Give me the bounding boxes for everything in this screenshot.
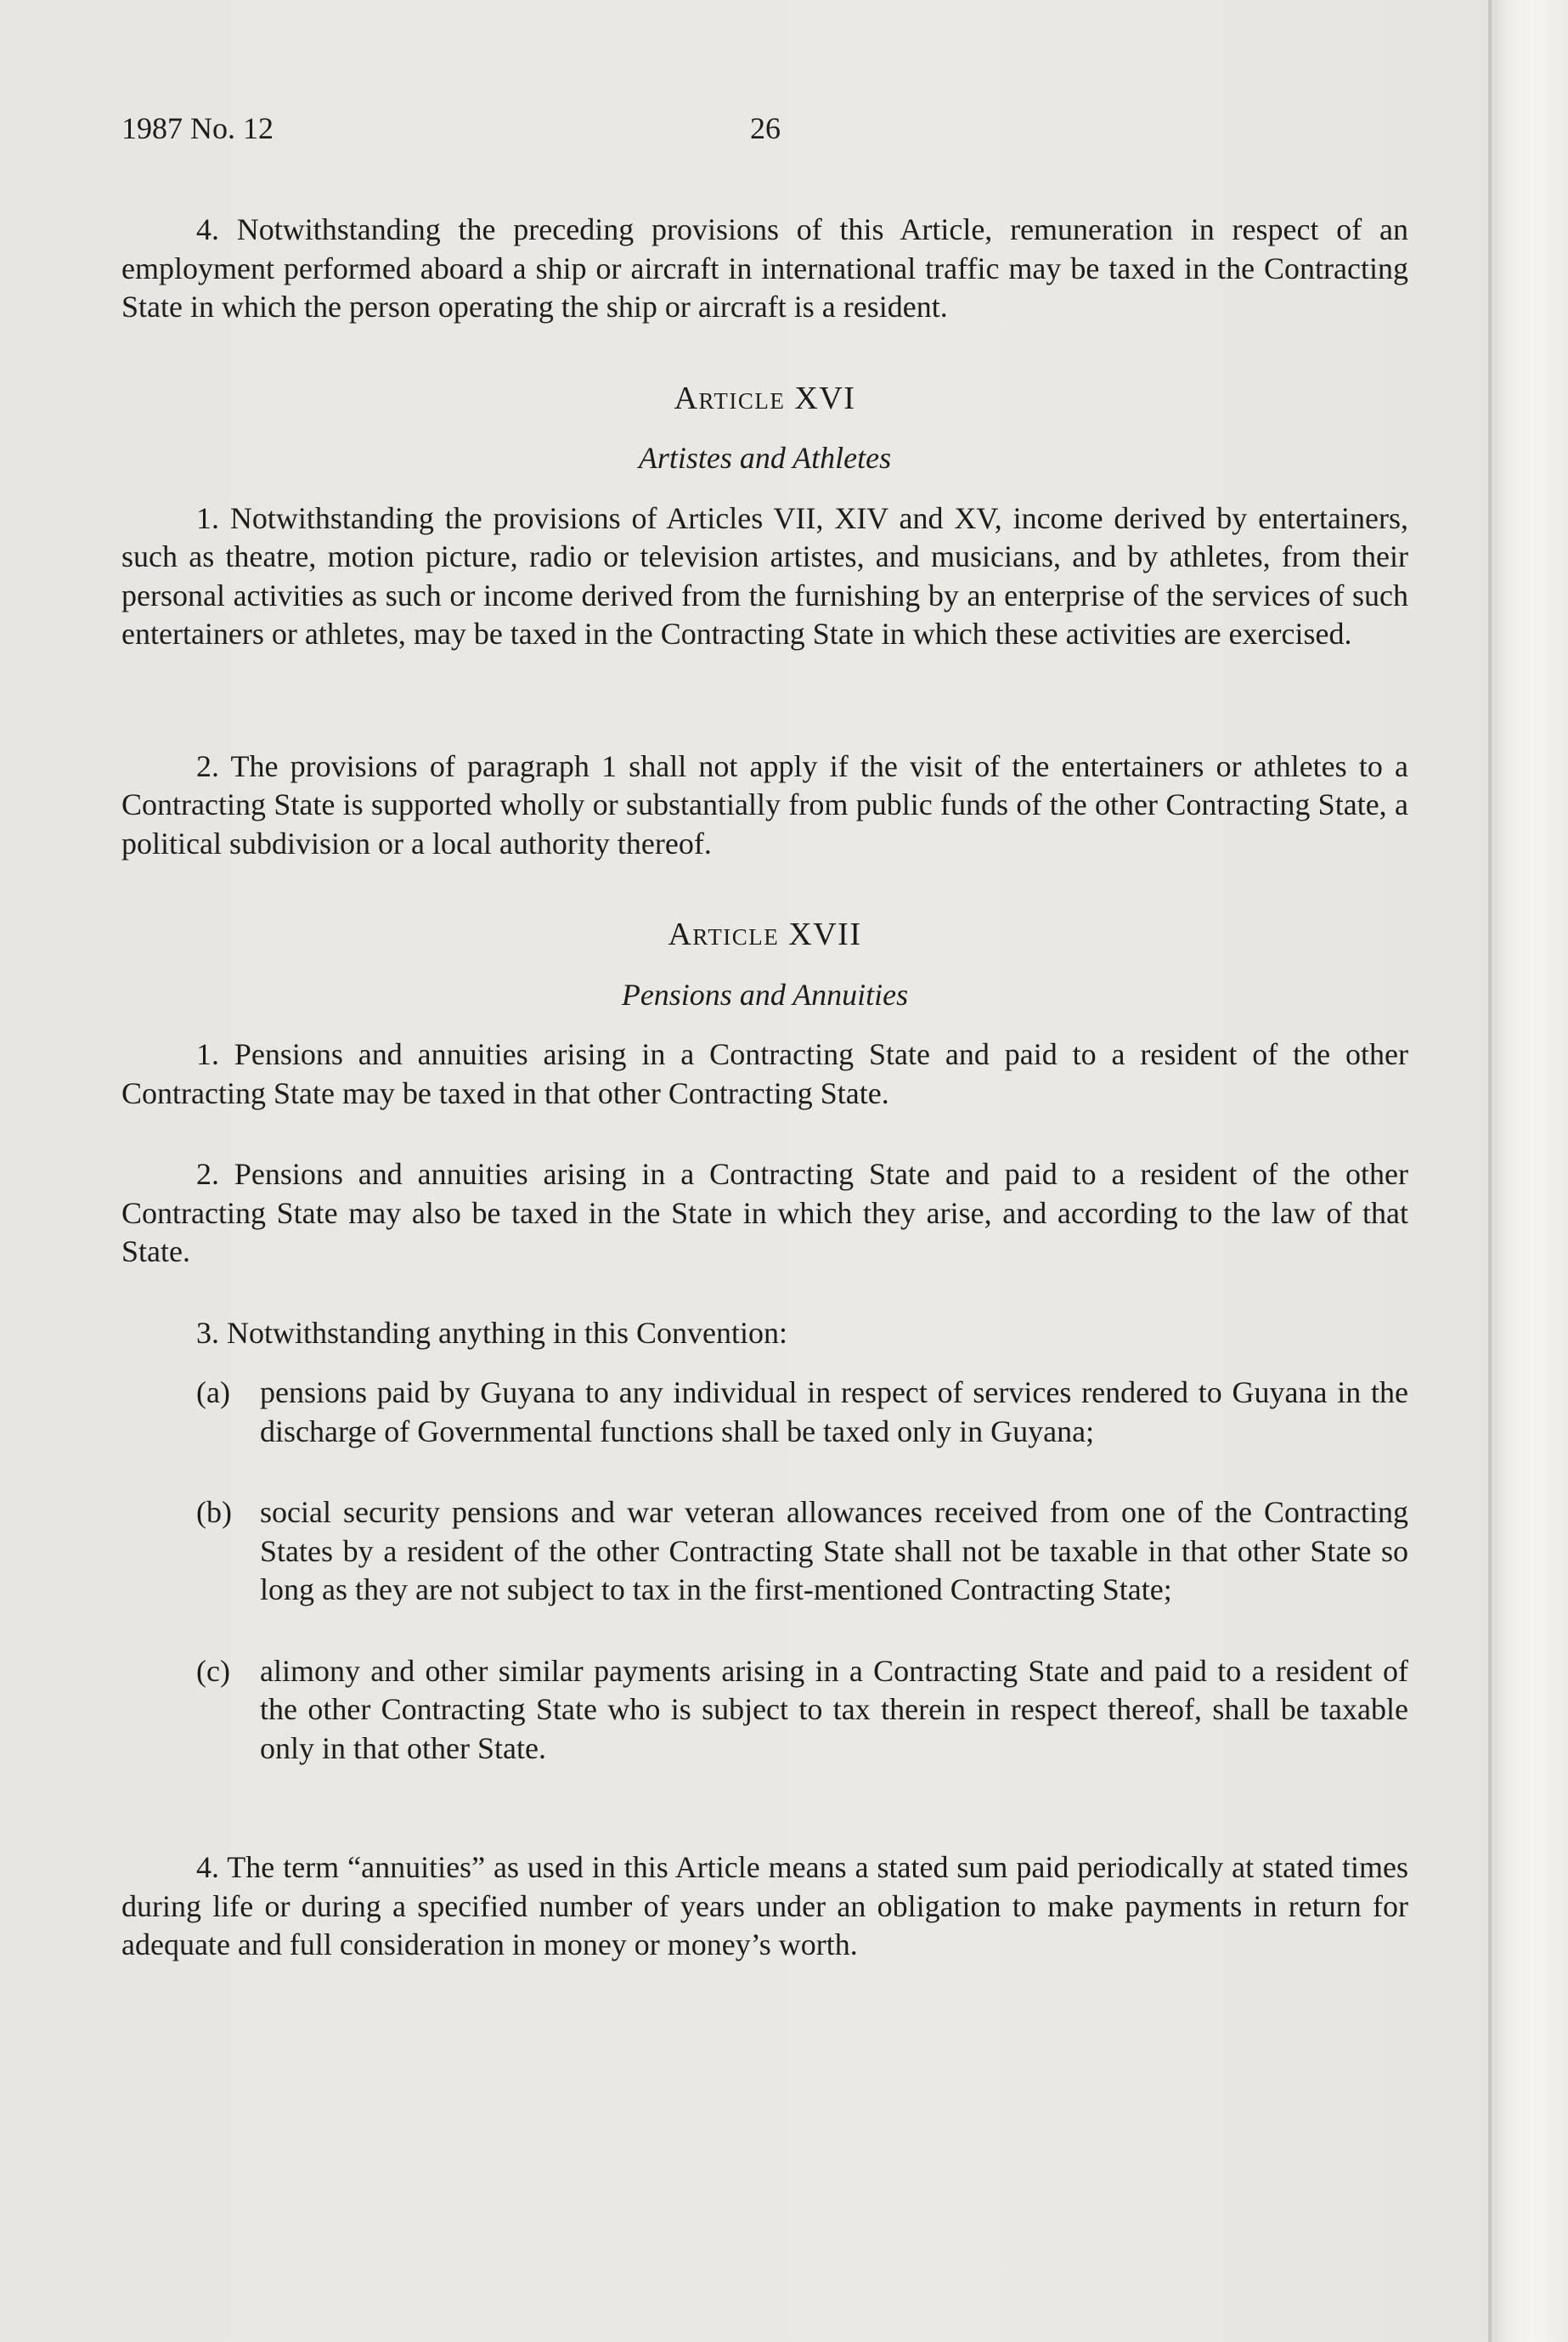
article17-title: Pensions and Annuities (621, 977, 909, 1012)
article16-paragraph-1: 1. Notwithstanding the provisions of Articles VII, XIV and XV, income derived by entertainers, such as theatre, motion picture, radio or television artistes, and musicians, and by athletes, from their personal activities as such or income derived from the furnishing by an enterprise of the services of such entertainers or athletes, may be taxed in the Contracting State in which these activities are exercised. (121, 500, 1408, 651)
list-item-b (121, 1493, 1408, 1610)
article16-heading: Article XVI (674, 380, 856, 416)
article15-paragraph-4: 4. Notwithstanding the preceding provisions of this Article, remuneration in respect of an employment performed aboard a ship or aircraft in international traffic may be taxed in the Contracting State in which the person operating the ship or aircraft is a resident. (121, 212, 1408, 324)
page-number: 26 (750, 111, 781, 145)
list-item-a (121, 1374, 1408, 1451)
list-item-text: social security pensions and war veteran allowances received from one of the Contracting States by a resident of the other Contracting State shall not be taxable in that other State so long as they are not subject to tax in the first-mentioned Contracting State; (260, 1495, 1408, 1606)
article17-paragraph-4: 4. The term “annuities” as used in this Article means a stated sum paid periodically at stated times during life or during a specified number of years under an obligation to make payments in return for adequate and full consideration in money or money’s worth. (121, 1850, 1408, 1961)
list-item-label: (b) (196, 1495, 232, 1529)
statute-reference: 1987 No. 12 (121, 111, 274, 145)
list-item-text: pensions paid by Guyana to any individual in respect of services rendered to Guyana in the discharge of Governmental functions shall be taxed only in Guyana; (260, 1375, 1408, 1448)
list-item-label: (c) (196, 1653, 230, 1688)
list-item-text: alimony and other similar payments arising in a Contracting State and paid to a resident of the other Contracting State who is subject to tax therein in respect thereof, shall be taxable only in that other State. (260, 1653, 1408, 1765)
list-item-label: (a) (196, 1375, 230, 1409)
list-item-c (121, 1652, 1408, 1769)
article17-paragraph-1: 1. Pensions and annuities arising in a Contracting State and paid to a resident of the other Contracting State may be taxed in that other Contracting State. (121, 1037, 1408, 1110)
article17-paragraph-3: 3. Notwithstanding anything in this Convention: (196, 1315, 787, 1350)
article16-paragraph-2: 2. The provisions of paragraph 1 shall not apply if the visit of the entertainers or athletes to a Contracting State is supported wholly or substantially from public funds of the other Contracting State, a political subdivision or a local authority thereof. (121, 748, 1408, 861)
article16-title: Artistes and Athletes (638, 441, 892, 475)
article17-heading: Article XVII (668, 917, 862, 952)
page-body (121, 211, 1408, 1965)
article17-paragraph-2: 2. Pensions and annuities arising in a Contracting State and paid to a resident of the other Contracting State may also be taxed in the State in which they arise, and according to the law of that State. (121, 1157, 1408, 1268)
book-spine-shadow (1488, 0, 1568, 2342)
page-edge-divider (1488, 0, 1492, 2342)
